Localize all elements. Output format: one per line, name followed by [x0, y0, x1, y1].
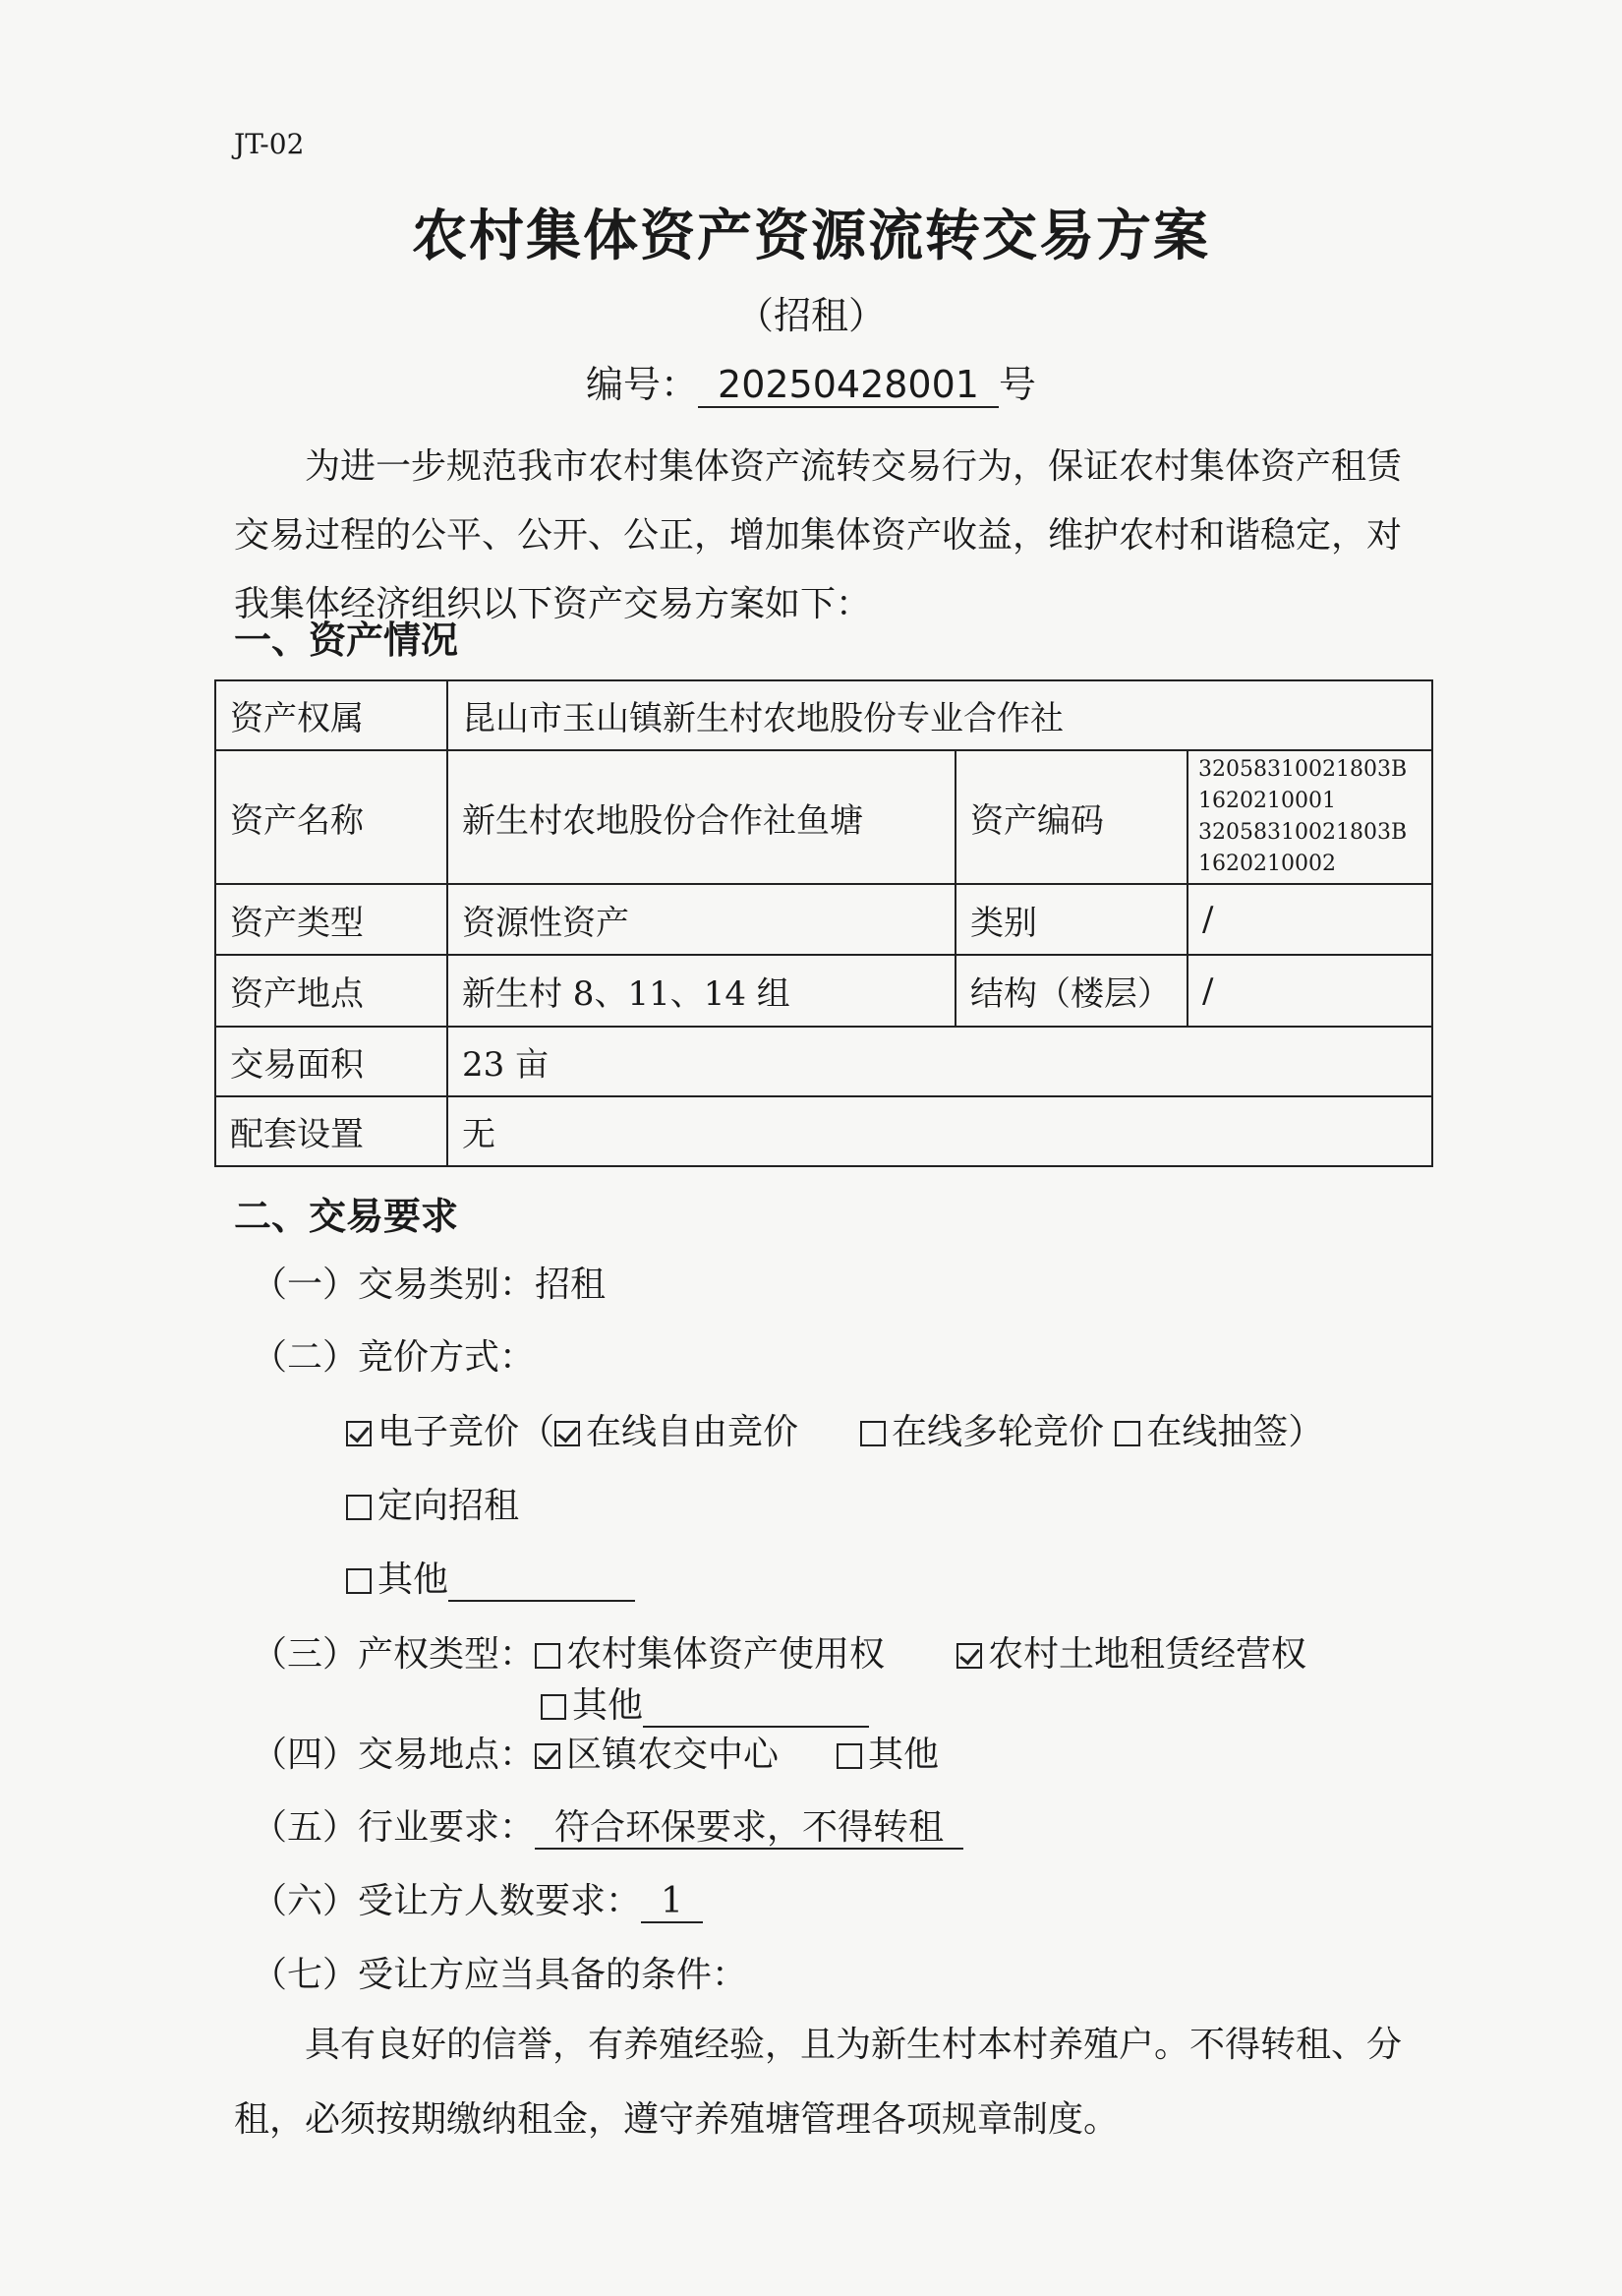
property-other-label: 其他 [572, 1685, 644, 1726]
bidding-other-label: 其他 [377, 1560, 449, 1600]
doc-number-value: 20250428001 [698, 363, 999, 408]
online-free-label: 在线自由竞价 [586, 1412, 799, 1452]
electronic-label: 电子竞价（ [377, 1412, 555, 1452]
table-row [215, 680, 1432, 750]
property-other-row [541, 1678, 869, 1728]
center-checkbox[interactable] [535, 1743, 560, 1769]
industry-value: 符合环保要求，不得转租 [535, 1808, 963, 1850]
property-type-label: （三）产权类型： [252, 1634, 536, 1675]
asset-name-value: 新生村农地股份合作社鱼塘 [447, 750, 956, 884]
bidding-other-checkbox[interactable] [346, 1568, 372, 1594]
table-row [215, 884, 1432, 955]
collective-use-checkbox[interactable] [535, 1643, 560, 1669]
online-draw-checkbox[interactable] [1115, 1421, 1140, 1446]
section-asset-heading: 一、资产情况 [234, 618, 459, 662]
doc-number [0, 354, 1622, 408]
table-row [215, 1027, 1432, 1096]
online-multi-checkbox[interactable] [860, 1421, 886, 1446]
industry-label: （五）行业要求： [252, 1807, 536, 1848]
location-value: 新生村 8、11、14 组 [447, 955, 956, 1027]
bidding-directed-row [346, 1478, 519, 1528]
asset-code-value [1188, 750, 1432, 884]
transferee-count-value: 1 [641, 1882, 703, 1923]
category-value: / [1188, 884, 1432, 955]
land-lease-checkbox[interactable] [956, 1643, 982, 1669]
table-row [215, 750, 1432, 884]
online-draw-label: 在线抽签） [1146, 1412, 1324, 1452]
bidding-electronic-row [346, 1404, 1323, 1454]
facility-label: 配套设置 [215, 1096, 447, 1166]
location-other-label: 其他 [867, 1735, 939, 1775]
conditions-paragraph: 具有良好的信誉，有养殖经验，且为新生村本村养殖户。不得转租、分租，必须按期缴纳租金，遵守养殖塘管理各项规章制度。 [234, 2025, 1403, 2140]
directed-label: 定向招租 [377, 1486, 520, 1526]
req-industry [252, 1799, 963, 1850]
directed-checkbox[interactable] [346, 1495, 372, 1520]
asset-type-value: 资源性资产 [447, 884, 956, 955]
location-other-checkbox[interactable] [837, 1743, 862, 1769]
property-other-checkbox[interactable] [541, 1694, 566, 1720]
doc-number-suffix: 号 [998, 363, 1036, 406]
category-label: 类别 [956, 884, 1188, 955]
online-free-checkbox[interactable] [554, 1421, 580, 1446]
table-row [215, 955, 1432, 1027]
req-conditions-label: （七）受让方应当具备的条件： [252, 1955, 748, 1995]
page-title: 农村集体资产资源流转交易方案 [412, 205, 1210, 268]
req-transferee-count [252, 1873, 703, 1923]
section-requirements-heading: 二、交易要求 [234, 1195, 459, 1238]
req-trade-type-label: （一）交易类别： [252, 1265, 536, 1305]
land-lease-label: 农村土地租赁经营权 [987, 1634, 1306, 1675]
intro-paragraph: 为进一步规范我市农村集体资产流转交易行为，保证农村集体资产租赁交易过程的公平、公开、公正，增加集体资产收益，维护农村和谐稳定，对我集体经济组织以下资产交易方案如下： [234, 446, 1403, 624]
property-other-blank[interactable] [643, 1690, 869, 1728]
owner-label: 资产权属 [215, 680, 447, 750]
asset-table [214, 679, 1433, 1167]
center-label: 区镇农交中心 [566, 1735, 780, 1775]
bidding-other-blank[interactable] [448, 1564, 635, 1602]
table-row [215, 1096, 1432, 1166]
req-trade-type [252, 1257, 606, 1307]
structure-label: 结构（楼层） [956, 955, 1188, 1027]
asset-code-line: 1620210002 [1198, 852, 1336, 876]
location-label: 资产地点 [215, 955, 447, 1027]
asset-type-label: 资产类型 [215, 884, 447, 955]
req-property-type [252, 1626, 1306, 1677]
transferee-count-label: （六）受让方人数要求： [252, 1881, 642, 1921]
req-bidding-method-label: （二）竞价方式： [252, 1337, 536, 1378]
owner-value: 昆山市玉山镇新生村农地股份专业合作社 [447, 680, 1432, 750]
collective-use-label: 农村集体资产使用权 [566, 1634, 886, 1675]
trade-location-label: （四）交易地点： [252, 1735, 536, 1775]
doc-number-label: 编号： [586, 363, 699, 406]
area-label: 交易面积 [215, 1027, 447, 1096]
doc-code: JT-02 [234, 128, 305, 160]
page-subtitle: （招租） [735, 294, 886, 337]
facility-value: 无 [447, 1096, 1432, 1166]
asset-code-line: 32058310021803B [1198, 757, 1408, 782]
asset-code-line: 32058310021803B [1198, 820, 1408, 845]
bidding-other-row [346, 1552, 635, 1602]
structure-value: / [1188, 955, 1432, 1027]
req-trade-location [252, 1727, 939, 1777]
electronic-checkbox[interactable] [346, 1421, 372, 1446]
req-trade-type-value: 招租 [535, 1265, 607, 1305]
asset-code-line: 1620210001 [1198, 789, 1336, 813]
asset-name-label: 资产名称 [215, 750, 447, 884]
online-multi-label: 在线多轮竞价 [891, 1412, 1104, 1452]
asset-code-label: 资产编码 [956, 750, 1188, 884]
area-value: 23 亩 [447, 1027, 1432, 1096]
